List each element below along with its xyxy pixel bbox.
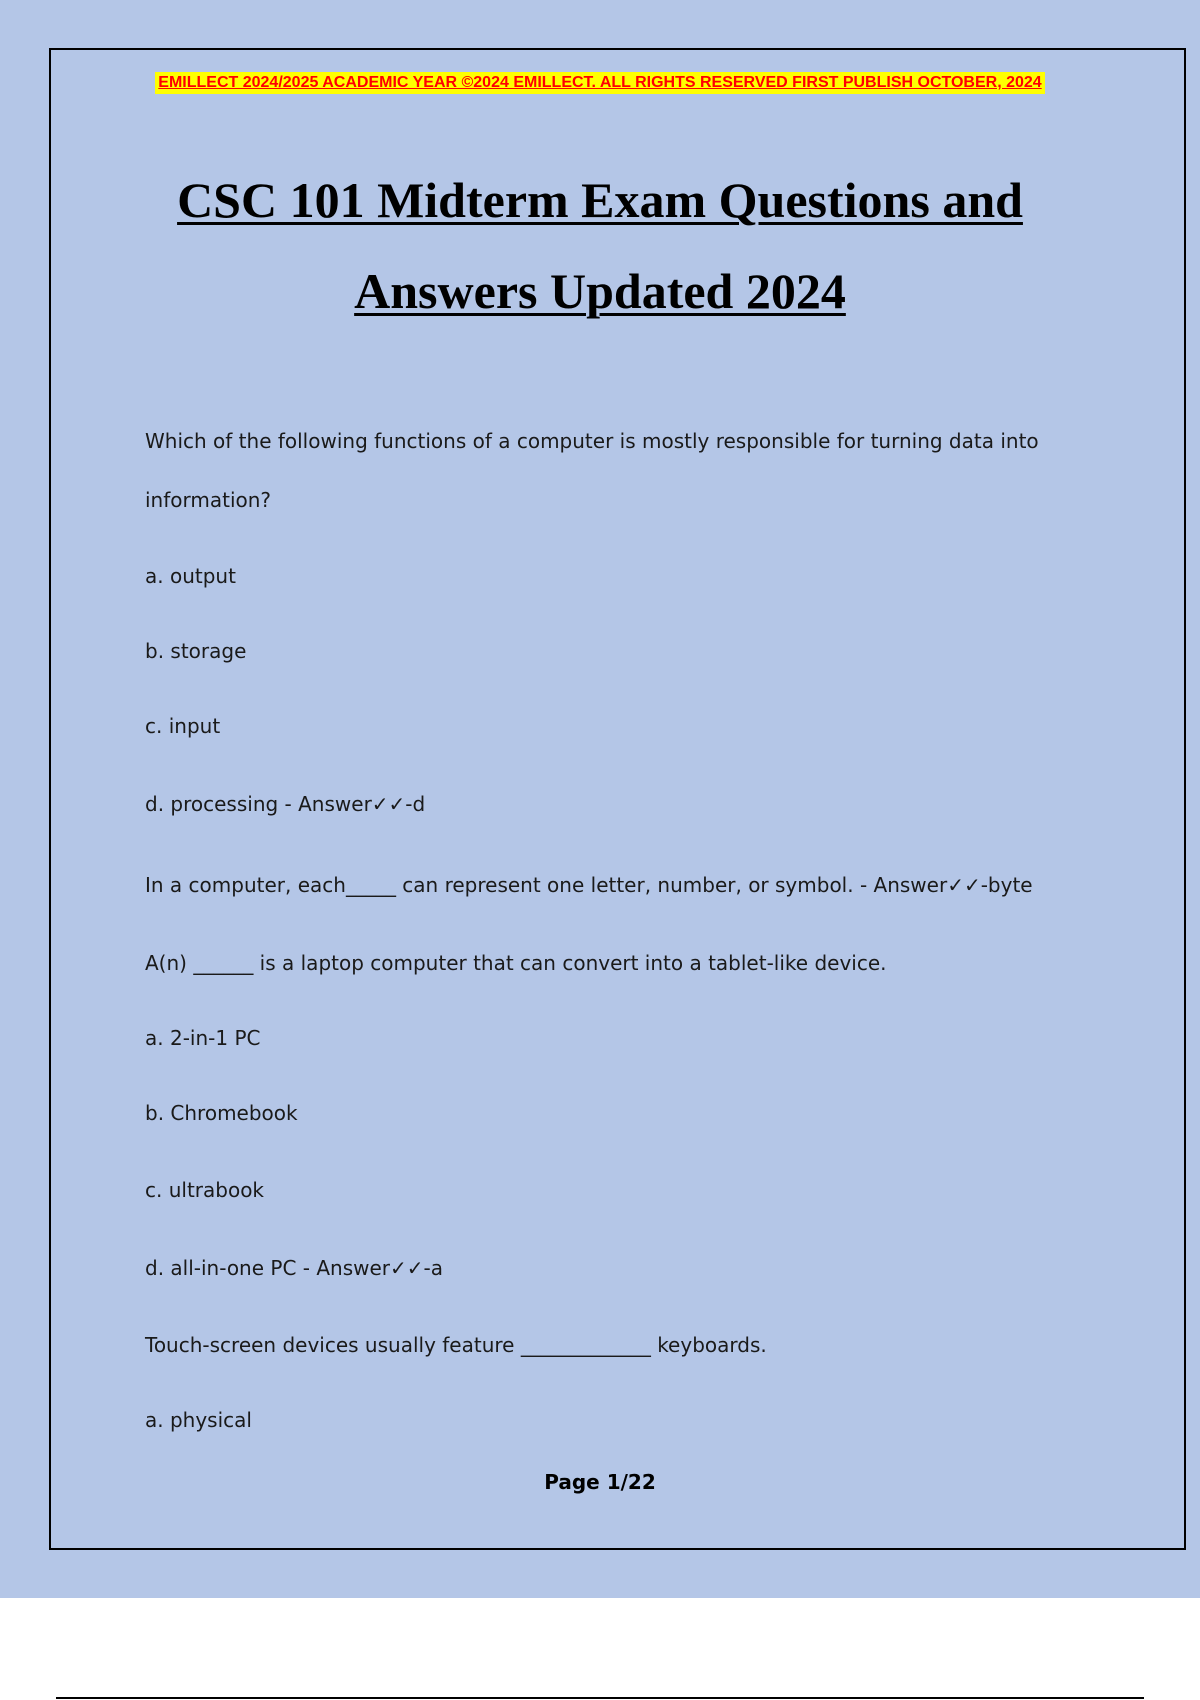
title-line-1-text: CSC 101 Midterm Exam Questions and <box>177 172 1023 228</box>
question-4-text: Touch-screen devices usually feature _____________ keyboards. <box>145 1333 767 1357</box>
page-number: Page 1/22 <box>544 1470 656 1494</box>
document-title-line-1 <box>100 170 1100 230</box>
question-1-option-b: b. storage <box>145 639 247 663</box>
question-4-option-a: a. physical <box>145 1408 252 1432</box>
question-3-option-c: c. ultrabook <box>145 1178 265 1202</box>
question-1-text: Which of the following functions of a computer is mostly responsible for turning data into <box>145 429 1039 453</box>
question-1-option-a: a. output <box>145 564 236 588</box>
question-3-option-a: a. 2-in-1 PC <box>145 1026 261 1050</box>
question-3-option-d-answer: d. all-in-one PC - Answer✓✓-a <box>145 1256 443 1280</box>
copyright-banner <box>0 72 1200 94</box>
question-1-text-continued: information? <box>145 488 272 512</box>
question-3-option-b: b. Chromebook <box>145 1101 298 1125</box>
question-1-option-d-answer: d. processing - Answer✓✓-d <box>145 792 426 816</box>
question-2-with-answer: In a computer, each_____ can represent one letter, number, or symbol. - Answer✓✓-byte <box>145 873 1033 897</box>
question-3-text: A(n) ______ is a laptop computer that can convert into a tablet-like device. <box>145 951 887 975</box>
question-1-option-c: c. input <box>145 714 221 738</box>
bottom-divider <box>56 1697 1144 1699</box>
copyright-banner-text: EMILLECT 2024/2025 ACADEMIC YEAR ©2024 EMILLECT. ALL RIGHTS RESERVED FIRST PUBLISH OCTOBER, 2024 <box>155 72 1044 94</box>
document-title-line-2 <box>100 261 1100 321</box>
title-line-2-text: Answers Updated 2024 <box>354 263 846 319</box>
